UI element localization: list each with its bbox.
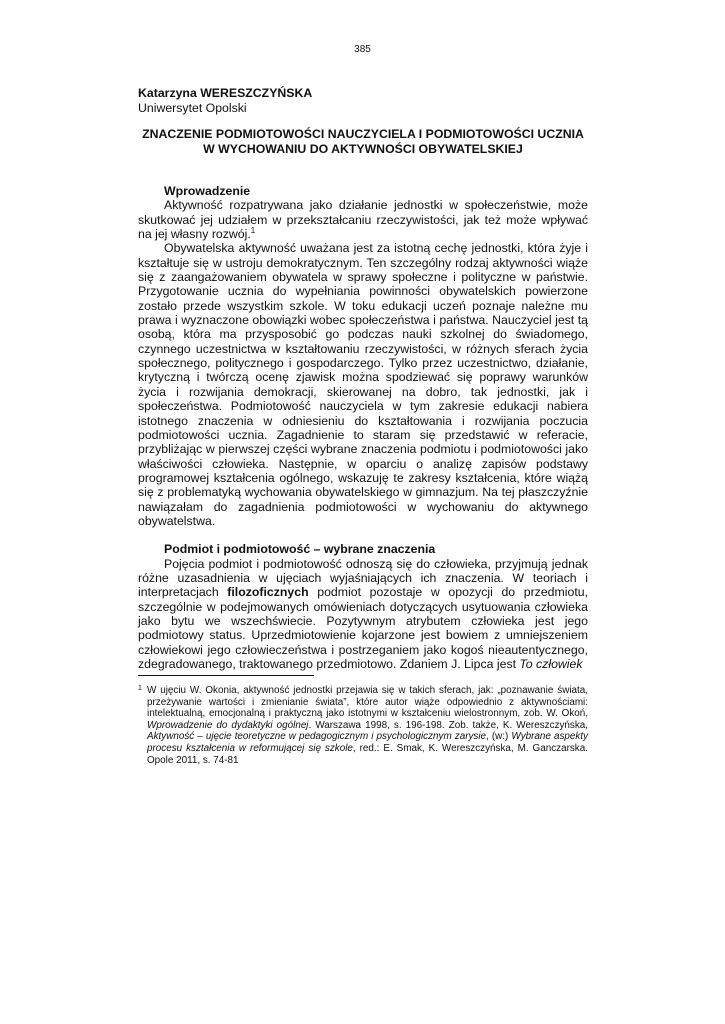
section-spacer	[138, 528, 588, 542]
footnote-mark: 1	[138, 685, 142, 692]
footnote-segment: , (w:)	[486, 731, 512, 743]
footnote-segment: W ujęciu W. Okonia, aktywność jednostki przejawia się w takich sferach, jak: „poznawanie świata, przeżywanie wartości i zmienianie świata”, które autor wiąże odpowiednio z aktywnościami: intelektualną, emocjonalną i praktyczną jako istotnymi w kształceniu wielostronnym, zob. W. Okoń,	[147, 685, 588, 720]
bold-term: filozoficznych	[227, 585, 309, 600]
author-affiliation: Uniwersytet Opolski	[138, 101, 247, 115]
author-block	[138, 86, 312, 116]
paragraph	[138, 557, 588, 672]
footnote-text	[147, 685, 588, 766]
author-name: Katarzyna WERESZCZYŃSKA	[138, 86, 313, 100]
footnote-reference: 1	[250, 226, 256, 236]
footnote-italic: Aktywność – ujęcie teoretyczne w pedagogicznym i psychologicznym zarysie	[147, 731, 487, 743]
section-heading-subject: Podmiot i podmiotowość – wybrane znaczenia	[164, 542, 436, 557]
body-text	[138, 184, 588, 671]
page-number: 385	[354, 44, 371, 55]
footnote-italic: Wybrane aspekty procesu kształcenia w reformującej się szkole	[147, 731, 589, 754]
footnote	[138, 685, 588, 766]
paragraph-text: Aktywność rozpatrywana jako działanie jednostki w społeczeństwie, może skutkować jej udziałem w przekształcaniu rzeczywistości, jak też może wpływać na jej własny rozwój.	[138, 198, 588, 242]
paragraph-text: Pojęcia podmiot i podmiotowość odnoszą się do człowieka, przyjmują jednak różne uzasadnienia w ujęciach wyjaśniających ich znaczenia. W teoriach i interpretacjach	[138, 556, 588, 600]
footnote-segment: . Warszawa 1998, s. 196-198. Zob. także, K. Wereszczyńska,	[308, 719, 589, 731]
section-heading-introduction: Wprowadzenie	[164, 184, 251, 198]
footnote-segment: , red.: E. Smak, K. Wereszczyńska, M. Ganczarska. Opole 2011, s. 74-81	[147, 742, 588, 766]
paragraph: Obywatelska aktywność uważana jest za istotną cechę jednostki, która żyje i kształtuje się w ustroju demokratycznym. Ten szczególny rodzaj aktywności wiąże się z zaangażowaniem obywatela w sprawy społeczne i polityczne w państwie. Przygotowanie ucznia do wypełniania powinności obywatelskich powierzone zostało przede wszystkim szkole. W toku edukacji uczeń poznaje należne mu prawa i wyznaczone obowiązki wobec społeczeństwa i państwa. Nauczyciel jest tą osobą, która ma przysposobić go podczas nauki szkolnej do świadomego, czynnego uczestnictwa w kształtowaniu rzeczywistości, w różnych sferach życia społecznego, politycznego i gospodarczego. Tylko przez uczestnictwo, działanie, krytyczną i twórczą ocenę zjawisk można spodziewać się poprawy warunków życia i rozwijania demokracji, skierowanej na dobro, tak jednostki, jak i społeczeństwa. Podmiotowość nauczyciela w tym zakresie edukacji nabiera istotnego znaczenia w odniesieniu do kształtowania i rozwijania poczucia podmiotowości ucznia. Zagadnienie to staram się przedstawić w referacie, przybliżając w pierwszej części wybrane znaczenia podmiotu i podmiotowości jako właściwości człowieka. Następnie, w oparciu o analizę zapisów podstawy programowej kształcenia ogólnego, wskazuję te zakresy kształcenia, które wiążą się z problematyką wychowania obywatelskiego w gimnazjum. Na tej płaszczyźnie nawiązałam do zagadnienia podmiotowości w wychowaniu do aktywnego obywatelstwa.	[138, 241, 588, 528]
paper-title: ZNACZENIE PODMIOTOWOŚCI NAUCZYCIELA I PODMIOTOWOŚCI UCZNIA W WYCHOWANIU DO AKTYWNOŚCI OBYWATELSKIEJ	[142, 127, 584, 156]
paragraph-text: podmiot pozostaje w opozycji do przedmiotu, szczególnie w podejmowanych omówieniach dotyczących usytuowania człowieka jako bytu we wszechświecie. Pozytywnym atrybutem człowieka jest jego podmiotowy status. Uprzedmiotowienie kojarzone jest bowiem z umniejszeniem człowiekowi jego człowieczeństwa i postrzeganiem jako kogoś nieautentycznego, zdegradowanego, traktowanego przedmiotowo. Zdaniem J. Lipca jest	[138, 585, 588, 671]
footnote-italic: Wprowadzenie do dydaktyki ogólnej	[147, 719, 309, 731]
footnote-divider	[138, 675, 314, 676]
paragraph	[138, 198, 588, 241]
italic-quote: To człowiek	[519, 657, 583, 671]
